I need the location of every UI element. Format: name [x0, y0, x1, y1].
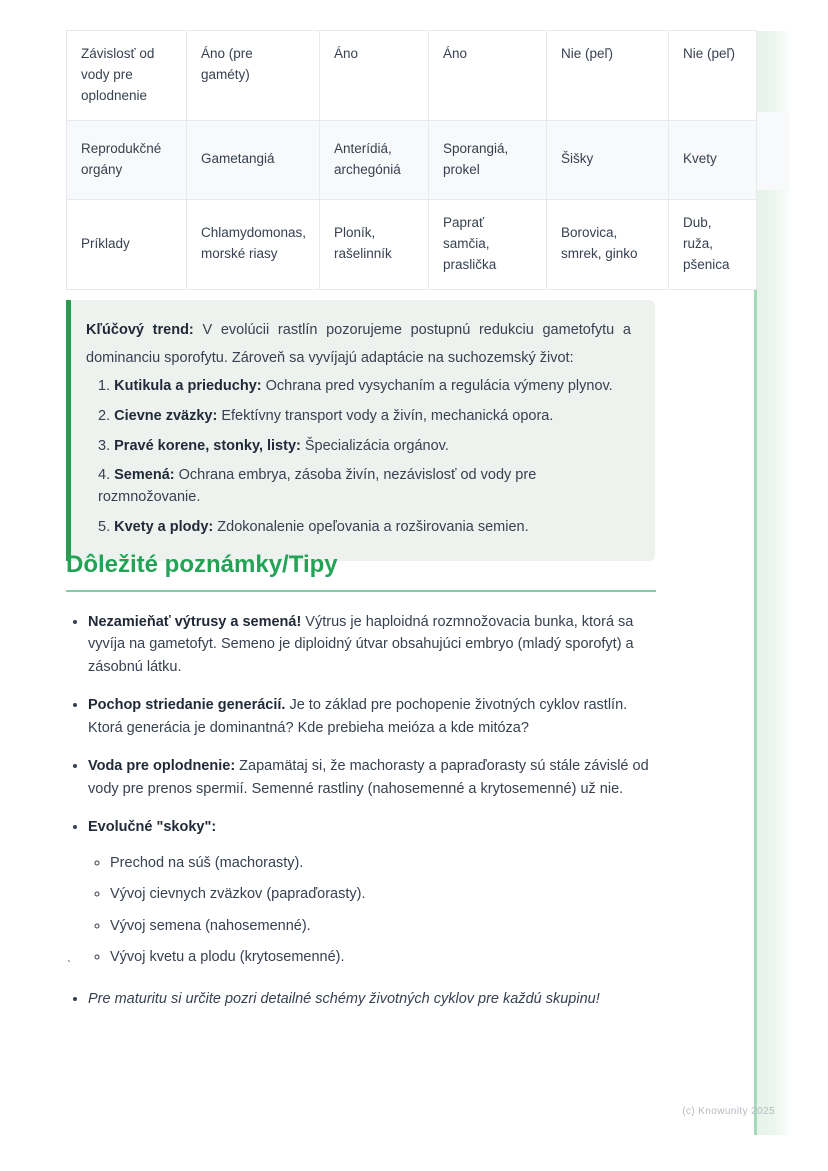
- list-item: [98, 465, 631, 509]
- list-item: [98, 517, 631, 539]
- table-row-reproductive-organs: [67, 120, 757, 199]
- list-item-lead: Cievne zväzky:: [114, 407, 218, 424]
- table-row-examples: [67, 199, 757, 289]
- table-cell: Gametangiá: [187, 120, 320, 199]
- sub-bullet-item: ◦ Vývoj kvetu a plodu (krytosemenné).: [110, 946, 658, 968]
- comparison-table-wrapper: [66, 30, 757, 290]
- table-cell: Áno: [429, 31, 547, 121]
- bullet-item: [88, 755, 658, 800]
- table-cell: Ploník, rašelinník: [320, 199, 429, 289]
- list-item-text: Ochrana pred vysychaním a regulácia výmeny plynov.: [261, 378, 613, 395]
- maturita-tip-bullet: • Pre maturitu si určite pozri detailné schémy životných cyklov pre každú skupinu!: [88, 988, 658, 1010]
- plant-groups-comparison-table: [66, 30, 757, 290]
- table-row-water-dependency: [67, 31, 757, 121]
- table-cell: Áno (pre gaméty): [187, 31, 320, 121]
- table-cell: Dub, ruža, pšenica: [669, 199, 757, 289]
- sub-bullet-item: ◦ Vývoj cievnych zväzkov (papraďorasty).: [110, 883, 658, 905]
- table-cell: Chlamydomonas, morské riasy: [187, 199, 320, 289]
- bullet-item: [88, 816, 658, 968]
- stray-backtick-character: `: [67, 958, 71, 972]
- callout-intro: [86, 317, 631, 372]
- notes-bullet-list: [66, 611, 658, 1010]
- row-label-cell: Príklady: [67, 199, 187, 289]
- list-item-lead: Kutikula a prieduchy:: [114, 378, 262, 395]
- row-label-cell: Závislosť od vody pre oplodnenie: [67, 31, 187, 121]
- key-trend-callout: [66, 300, 655, 561]
- table-cell: Šišky: [547, 120, 669, 199]
- list-item-text: Ochrana embrya, zásoba živín, nezávislosť od vody pre rozmnožovanie.: [98, 467, 537, 506]
- bullet-lead: Nezamieňať výtrusy a semená!: [88, 614, 302, 630]
- list-item-lead: Semená:: [114, 467, 175, 484]
- right-accent-strip: [757, 31, 790, 1135]
- table-cell: Borovica, smrek, ginko: [547, 199, 669, 289]
- table-cell: Anterídiá, archegóniá: [320, 120, 429, 199]
- list-item: [98, 436, 631, 458]
- table-cell: Nie (peľ): [547, 31, 669, 121]
- list-item: [98, 406, 631, 428]
- copyright-footer: (c) Knowunity 2025: [682, 1106, 775, 1117]
- callout-intro-lead: Kľúčový trend:: [86, 322, 194, 338]
- list-item-text: Zdokonalenie opeľovania a rozširovania semien.: [213, 518, 529, 535]
- table-cell: Nie (peľ): [669, 31, 757, 121]
- list-item-text: Špecializácia orgánov.: [300, 437, 449, 454]
- evolution-steps-sublist: [88, 852, 658, 969]
- bullet-item: [88, 694, 658, 739]
- sub-bullet-item: ◦ Vývoj semena (nahosemenné).: [110, 915, 658, 937]
- table-cell: Paprať samčia, praslička: [429, 199, 547, 289]
- bullet-text: Zapamätaj si, že machorasty a papraďorasty sú stále závislé od vody pre prenos spermií. Semenné rastliny (nahosemenné a krytosemenné) už nie.: [88, 758, 649, 797]
- list-item-lead: Kvety a plody:: [114, 518, 214, 535]
- list-item-text: Efektívny transport vody a živín, mechanická opora.: [217, 407, 554, 424]
- row-label-cell: Reprodukčné orgány: [67, 120, 187, 199]
- list-item: [98, 376, 631, 398]
- bullet-text: Je to základ pre pochopenie životných cyklov rastlín. Ktorá generácia je dominantná? Kde prebieha meióza a kde mitóza?: [88, 697, 628, 736]
- table-alt-row-extension: [753, 112, 790, 190]
- table-cell: Kvety: [669, 120, 757, 199]
- sub-bullet-item: ◦ Prechod na súš (machorasty).: [110, 852, 658, 874]
- section-heading-notes-tips: Dôležité poznámky/Tipy: [66, 551, 656, 592]
- list-item-lead: Pravé korene, stonky, listy:: [114, 437, 301, 454]
- bullet-item: [88, 611, 658, 678]
- bullet-text: Výtrus je haploidná rozmnožovacia bunka, ktorá sa vyvíja na gametofyt. Semeno je diploidný útvar obsahujúci embryo (mladý sporofyt) a zásobnú látku.: [88, 614, 634, 675]
- bullet-lead: Pochop striedanie generácií.: [88, 697, 286, 714]
- table-cell: Áno: [320, 31, 429, 121]
- callout-intro-text: V evolúcii rastlín pozorujeme postupnú redukciu gametofytu a dominanciu sporofytu. Zároveň sa vyvíjajú adaptácie na suchozemský život:: [86, 322, 632, 366]
- adaptations-list: [98, 376, 631, 539]
- table-cell: Sporangiá, prokel: [429, 120, 547, 199]
- notes-section: [66, 611, 658, 1026]
- bullet-lead: Evolučné "skoky":: [88, 819, 217, 836]
- bullet-lead: Voda pre oplodnenie:: [88, 758, 236, 775]
